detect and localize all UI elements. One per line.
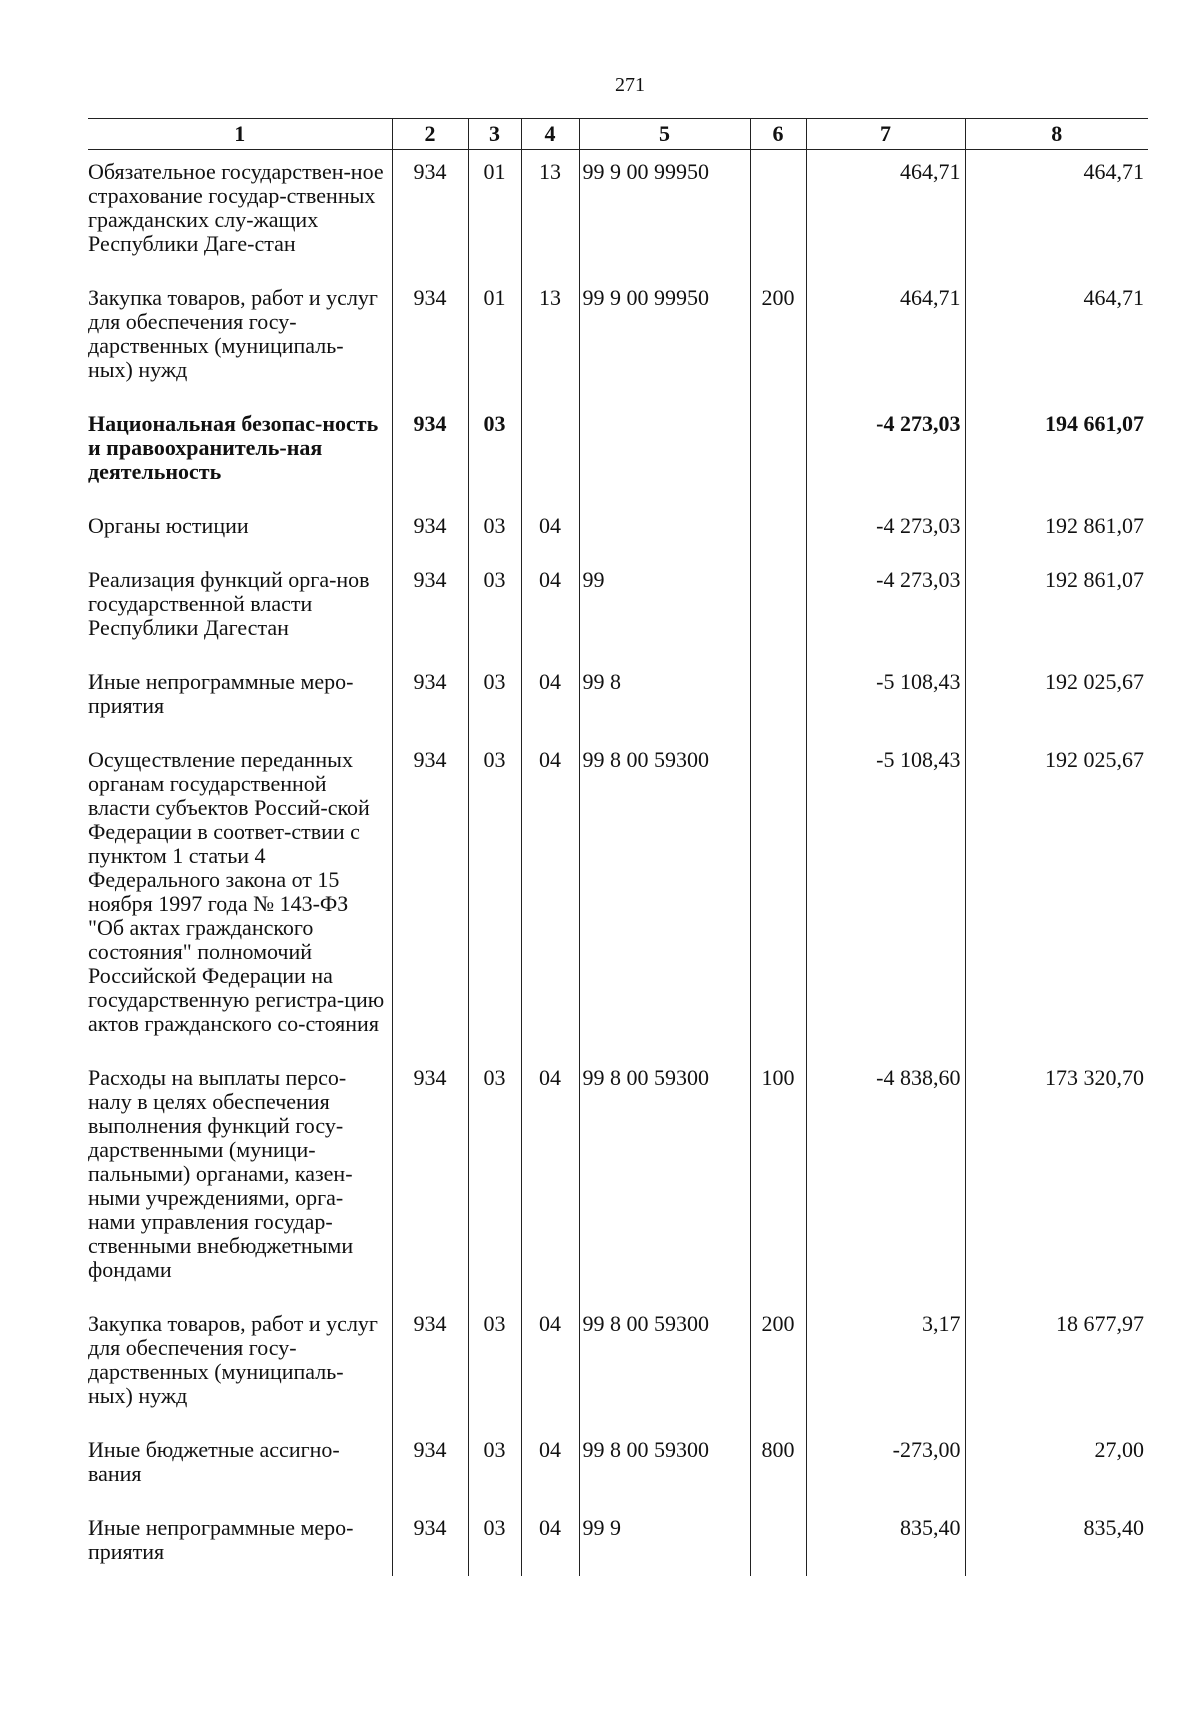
change-amount-cell: -273,00	[806, 1428, 965, 1506]
budget-table	[88, 118, 1148, 1576]
total-amount-cell: 173 320,70	[965, 1056, 1148, 1302]
target-item-cell: 99 9 00 99950	[579, 150, 750, 277]
change-amount-cell: -4 273,03	[806, 402, 965, 504]
expense-type-cell: 800	[750, 1428, 806, 1506]
section-cell: 03	[468, 1056, 521, 1302]
table-row	[88, 1056, 1148, 1302]
row-name-cell: Национальная безопас-ность и правоохранитель-ная деятельность	[88, 402, 392, 504]
ved-code-cell: 934	[392, 738, 468, 1056]
subsection-cell: 04	[521, 1428, 579, 1506]
total-amount-cell: 192 025,67	[965, 660, 1148, 738]
target-item-cell: 99 8 00 59300	[579, 1428, 750, 1506]
row-name-cell: Закупка товаров, работ и услуг для обеспечения госу-дарственных (муниципаль-ных) нужд	[88, 1302, 392, 1428]
target-item-cell: 99 8 00 59300	[579, 1302, 750, 1428]
section-cell: 01	[468, 150, 521, 277]
subsection-cell: 04	[521, 1056, 579, 1302]
ved-code-cell: 934	[392, 660, 468, 738]
column-header: 4	[521, 119, 579, 150]
expense-type-cell: 200	[750, 1302, 806, 1428]
table-row	[88, 558, 1148, 660]
ved-code-cell: 934	[392, 504, 468, 558]
row-name-cell: Обязательное государствен-ное страхование государ-ственных гражданских слу-жащих Республики Даге-стан	[88, 150, 392, 277]
change-amount-cell: 835,40	[806, 1506, 965, 1576]
table-row	[88, 150, 1148, 277]
row-name-cell: Органы юстиции	[88, 504, 392, 558]
subsection-cell: 04	[521, 504, 579, 558]
table-row	[88, 1302, 1148, 1428]
section-cell: 01	[468, 276, 521, 402]
target-item-cell	[579, 504, 750, 558]
subsection-cell: 13	[521, 150, 579, 277]
total-amount-cell: 18 677,97	[965, 1302, 1148, 1428]
ved-code-cell: 934	[392, 150, 468, 277]
total-amount-cell: 192 861,07	[965, 558, 1148, 660]
ved-code-cell: 934	[392, 1428, 468, 1506]
change-amount-cell: -5 108,43	[806, 660, 965, 738]
table-body	[88, 150, 1148, 1577]
section-cell: 03	[468, 1506, 521, 1576]
total-amount-cell: 192 025,67	[965, 738, 1148, 1056]
total-amount-cell: 835,40	[965, 1506, 1148, 1576]
column-header: 1	[88, 119, 392, 150]
ved-code-cell: 934	[392, 558, 468, 660]
ved-code-cell: 934	[392, 1506, 468, 1576]
table-row	[88, 1428, 1148, 1506]
table-row	[88, 738, 1148, 1056]
row-name-cell: Осуществление переданных органам государственной власти субъектов Россий-ской Федерации в соответ-ствии с пунктом 1 статьи 4 Федерального закона от 15 ноября 1997 года № 143-ФЗ "Об актах гражданского состояния" полномочий Российской Федерации на государственную регистра-цию актов гражданского со-стояния	[88, 738, 392, 1056]
subsection-cell: 04	[521, 1506, 579, 1576]
change-amount-cell: -4 273,03	[806, 504, 965, 558]
column-header: 3	[468, 119, 521, 150]
expense-type-cell: 200	[750, 276, 806, 402]
change-amount-cell: -5 108,43	[806, 738, 965, 1056]
column-header: 6	[750, 119, 806, 150]
expense-type-cell	[750, 738, 806, 1056]
expense-type-cell	[750, 402, 806, 504]
table-row	[88, 276, 1148, 402]
row-name-cell: Иные непрограммные меро-приятия	[88, 1506, 392, 1576]
header-row	[88, 119, 1148, 150]
total-amount-cell: 27,00	[965, 1428, 1148, 1506]
total-amount-cell: 192 861,07	[965, 504, 1148, 558]
row-name-cell: Расходы на выплаты персо-налу в целях обеспечения выполнения функций госу-дарственными (муници-пальными) органами, казен-ными учреждениями, орга-нами управления государ-ственными внебюджетными фондами	[88, 1056, 392, 1302]
change-amount-cell: -4 838,60	[806, 1056, 965, 1302]
change-amount-cell: 3,17	[806, 1302, 965, 1428]
row-name-cell: Иные непрограммные меро-приятия	[88, 660, 392, 738]
section-cell: 03	[468, 1428, 521, 1506]
column-header: 7	[806, 119, 965, 150]
target-item-cell: 99 8 00 59300	[579, 1056, 750, 1302]
expense-type-cell	[750, 504, 806, 558]
subsection-cell: 04	[521, 660, 579, 738]
target-item-cell: 99 8 00 59300	[579, 738, 750, 1056]
section-cell: 03	[468, 504, 521, 558]
target-item-cell: 99	[579, 558, 750, 660]
section-cell: 03	[468, 558, 521, 660]
target-item-cell: 99 9	[579, 1506, 750, 1576]
table-row	[88, 504, 1148, 558]
section-cell: 03	[468, 1302, 521, 1428]
target-item-cell: 99 9 00 99950	[579, 276, 750, 402]
expense-type-cell	[750, 558, 806, 660]
subsection-cell: 04	[521, 738, 579, 1056]
column-header: 5	[579, 119, 750, 150]
section-cell: 03	[468, 738, 521, 1056]
target-item-cell: 99 8	[579, 660, 750, 738]
table-row	[88, 1506, 1148, 1576]
total-amount-cell: 194 661,07	[965, 402, 1148, 504]
row-name-cell: Реализация функций орга-нов государственной власти Республики Дагестан	[88, 558, 392, 660]
section-cell: 03	[468, 402, 521, 504]
column-header: 2	[392, 119, 468, 150]
expense-type-cell: 100	[750, 1056, 806, 1302]
ved-code-cell: 934	[392, 276, 468, 402]
table-row	[88, 660, 1148, 738]
change-amount-cell: 464,71	[806, 276, 965, 402]
column-header: 8	[965, 119, 1148, 150]
total-amount-cell: 464,71	[965, 150, 1148, 277]
total-amount-cell: 464,71	[965, 276, 1148, 402]
subsection-cell: 04	[521, 558, 579, 660]
expense-type-cell	[750, 1506, 806, 1576]
change-amount-cell: -4 273,03	[806, 558, 965, 660]
subsection-cell: 04	[521, 1302, 579, 1428]
section-cell: 03	[468, 660, 521, 738]
subsection-cell	[521, 402, 579, 504]
ved-code-cell: 934	[392, 402, 468, 504]
table-row	[88, 402, 1148, 504]
row-name-cell: Закупка товаров, работ и услуг для обеспечения госу-дарственных (муниципаль-ных) нужд	[88, 276, 392, 402]
expense-type-cell	[750, 660, 806, 738]
ved-code-cell: 934	[392, 1056, 468, 1302]
target-item-cell	[579, 402, 750, 504]
subsection-cell: 13	[521, 276, 579, 402]
ved-code-cell: 934	[392, 1302, 468, 1428]
page-number: 271	[615, 74, 645, 96]
change-amount-cell: 464,71	[806, 150, 965, 277]
row-name-cell: Иные бюджетные ассигно-вания	[88, 1428, 392, 1506]
expense-type-cell	[750, 150, 806, 277]
